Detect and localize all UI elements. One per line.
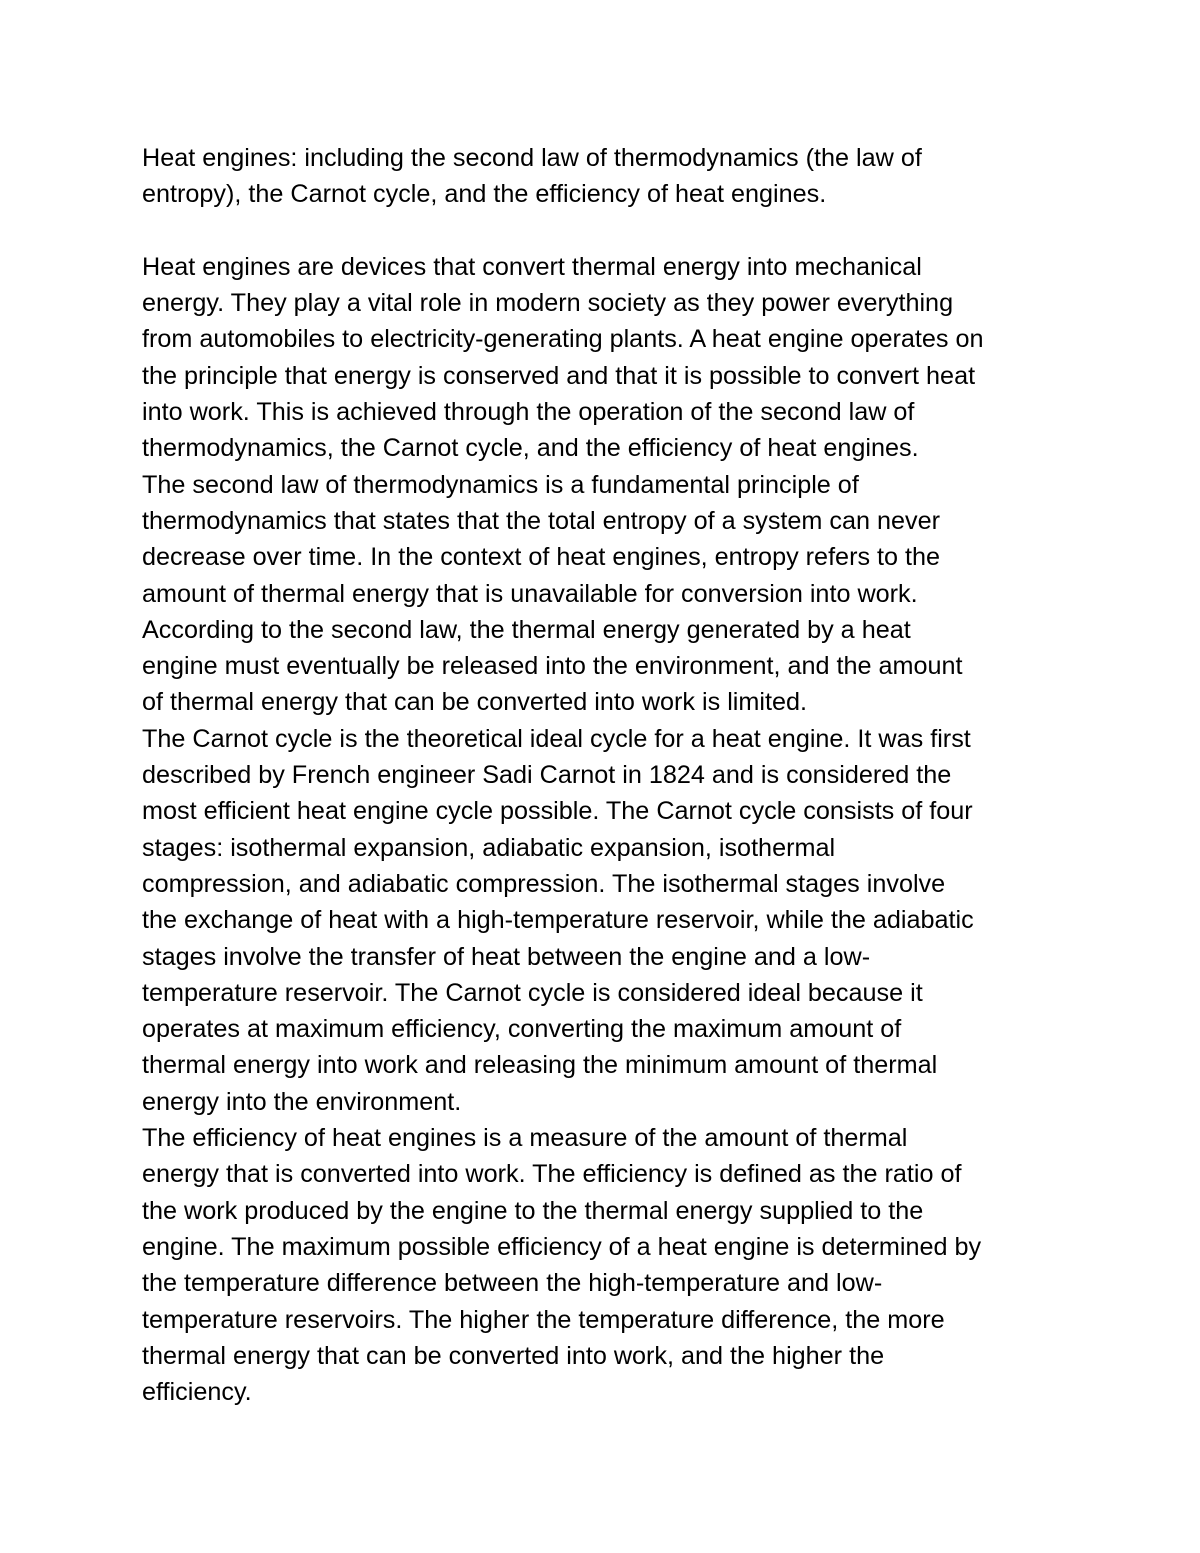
- paragraph-line: thermodynamics, the Carnot cycle, and the efficiency of heat engines.: [142, 434, 919, 463]
- paragraph-second-law: [142, 467, 1072, 721]
- paragraph-line: described by French engineer Sadi Carnot in 1824 and is considered the: [142, 761, 952, 790]
- paragraph-line: into work. This is achieved through the operation of the second law of: [142, 398, 915, 427]
- paragraph-line: the work produced by the engine to the thermal energy supplied to the: [142, 1196, 924, 1225]
- paragraph-line: According to the second law, the thermal energy generated by a heat: [142, 615, 911, 644]
- paragraph-efficiency: [142, 1120, 1072, 1410]
- paragraph-intro: [142, 249, 1072, 467]
- blank-line: [142, 213, 1072, 249]
- paragraph-line: stages involve the transfer of heat between the engine and a low-: [142, 942, 871, 971]
- paragraph-line: Heat engines are devices that convert thermal energy into mechanical: [142, 252, 922, 281]
- paragraph-line: energy into the environment.: [142, 1087, 462, 1116]
- paragraph-line: The Carnot cycle is the theoretical ideal cycle for a heat engine. It was first: [142, 724, 971, 753]
- paragraph-line: from automobiles to electricity-generating plants. A heat engine operates on: [142, 325, 984, 354]
- heading-line: entropy), the Carnot cycle, and the efficiency of heat engines.: [142, 180, 827, 209]
- paragraph-line: temperature reservoirs. The higher the temperature difference, the more: [142, 1305, 945, 1334]
- paragraph-carnot-cycle: [142, 721, 1072, 1120]
- paragraph-line: The efficiency of heat engines is a measure of the amount of thermal: [142, 1124, 908, 1153]
- paragraph-line: decrease over time. In the context of heat engines, entropy refers to the: [142, 543, 941, 572]
- paragraph-line: amount of thermal energy that is unavailable for conversion into work.: [142, 579, 918, 608]
- document-body: [142, 140, 1072, 1410]
- heading-line: Heat engines: including the second law of thermodynamics (the law of: [142, 144, 922, 172]
- paragraph-line: thermal energy into work and releasing the minimum amount of thermal: [142, 1051, 938, 1080]
- paragraph-line: temperature reservoir. The Carnot cycle is considered ideal because it: [142, 978, 923, 1007]
- paragraph-line: energy. They play a vital role in modern society as they power everything: [142, 289, 954, 318]
- paragraph-line: efficiency.: [142, 1378, 252, 1407]
- paragraph-line: the temperature difference between the high-temperature and low-: [142, 1269, 883, 1298]
- paragraph-line: engine. The maximum possible efficiency of a heat engine is determined by: [142, 1232, 982, 1261]
- paragraph-line: the exchange of heat with a high-temperature reservoir, while the adiabatic: [142, 906, 974, 935]
- paragraph-line: of thermal energy that can be converted into work is limited.: [142, 688, 807, 717]
- paragraph-line: thermodynamics that states that the total entropy of a system can never: [142, 506, 941, 535]
- paragraph-line: most efficient heat engine cycle possible. The Carnot cycle consists of four: [142, 797, 973, 826]
- paragraph-line: stages: isothermal expansion, adiabatic expansion, isothermal: [142, 833, 836, 862]
- paragraph-line: operates at maximum efficiency, converting the maximum amount of: [142, 1015, 902, 1044]
- paragraph-line: compression, and adiabatic compression. The isothermal stages involve: [142, 869, 946, 898]
- heading-block: [142, 140, 1072, 213]
- paragraph-line: engine must eventually be released into the environment, and the amount: [142, 652, 963, 681]
- paragraph-line: thermal energy that can be converted into work, and the higher the: [142, 1341, 885, 1370]
- paragraph-line: The second law of thermodynamics is a fundamental principle of: [142, 470, 859, 499]
- paragraph-line: energy that is converted into work. The efficiency is defined as the ratio of: [142, 1160, 962, 1189]
- paragraph-line: the principle that energy is conserved and that it is possible to convert heat: [142, 361, 976, 390]
